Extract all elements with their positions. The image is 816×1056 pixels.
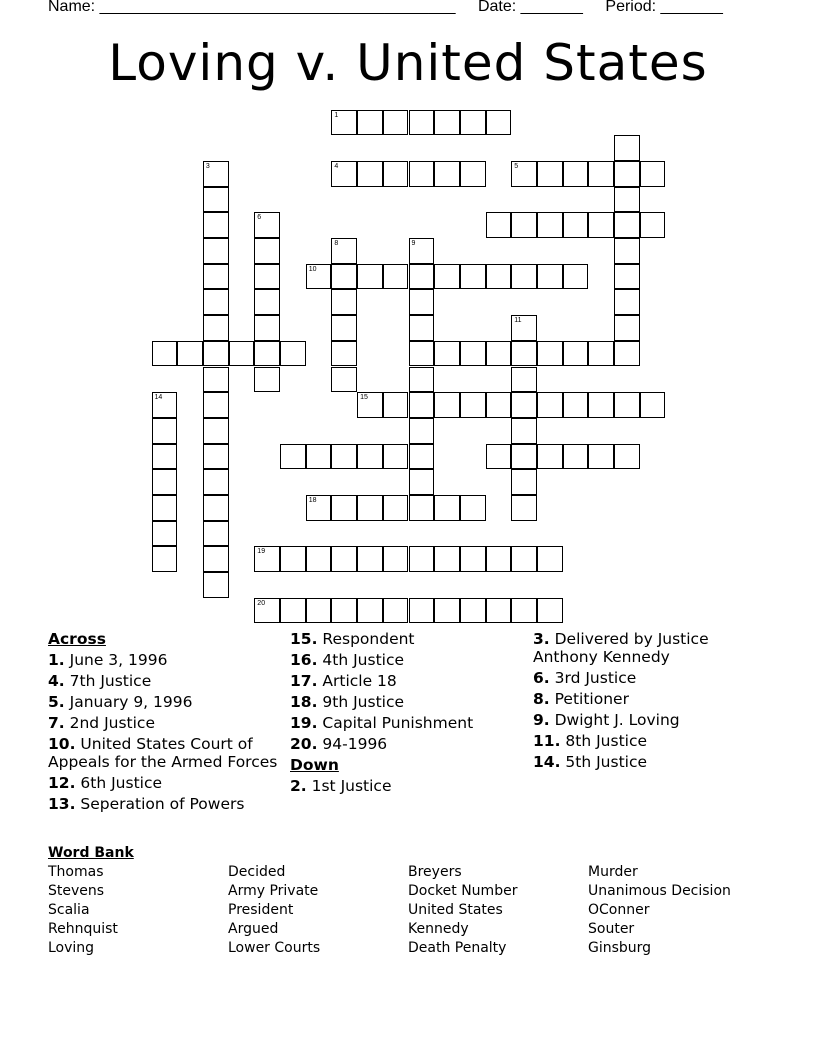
crossword-cell[interactable] <box>614 187 640 213</box>
crossword-cell[interactable] <box>177 341 203 367</box>
crossword-cell[interactable] <box>409 546 435 572</box>
crossword-cell[interactable] <box>614 264 640 290</box>
crossword-cell[interactable] <box>409 264 435 290</box>
crossword-cell[interactable] <box>486 546 512 572</box>
word-bank-item: OConner <box>588 902 650 918</box>
crossword-cell[interactable] <box>511 418 537 444</box>
crossword-cell[interactable] <box>511 264 537 290</box>
clues-column-3 <box>533 630 773 774</box>
crossword-cell[interactable] <box>486 392 512 418</box>
crossword-cell[interactable] <box>640 161 666 187</box>
crossword-cell[interactable] <box>588 392 614 418</box>
down-heading: Down <box>290 756 339 774</box>
crossword-cell[interactable] <box>203 392 229 418</box>
clue-number: 6 <box>257 214 262 222</box>
clue-across-20: 20. 94-1996 <box>290 735 388 753</box>
crossword-cell[interactable] <box>357 392 383 418</box>
crossword-cell[interactable] <box>331 341 357 367</box>
crossword-cell[interactable] <box>486 110 512 136</box>
crossword-cell[interactable] <box>460 392 486 418</box>
crossword-cell[interactable] <box>254 546 280 572</box>
crossword-cell[interactable] <box>331 161 357 187</box>
crossword-cell[interactable] <box>383 546 409 572</box>
crossword-cell[interactable] <box>357 110 383 136</box>
crossword-cell[interactable] <box>203 238 229 264</box>
crossword-cell[interactable] <box>409 469 435 495</box>
crossword-cell[interactable] <box>409 367 435 393</box>
crossword-cell[interactable] <box>409 341 435 367</box>
crossword-cell[interactable] <box>383 161 409 187</box>
crossword-cell[interactable] <box>203 495 229 521</box>
crossword-cell[interactable] <box>203 572 229 598</box>
crossword-cell[interactable] <box>203 546 229 572</box>
word-bank-item: Murder <box>588 864 638 880</box>
crossword-cell[interactable] <box>537 444 563 470</box>
clue-number: 8 <box>334 240 339 247</box>
clue-across-10: 10. United States Court of Appeals for the Armed Forces <box>48 735 278 771</box>
crossword-cell[interactable] <box>203 418 229 444</box>
clue-number: 20 <box>257 599 266 607</box>
crossword-cell[interactable] <box>203 264 229 290</box>
clue-across-12: 12. 6th Justice <box>48 774 163 792</box>
crossword-cell[interactable] <box>331 289 357 315</box>
crossword-cell[interactable] <box>614 161 640 187</box>
crossword-cell[interactable] <box>563 212 589 238</box>
crossword-cell[interactable] <box>357 161 383 187</box>
clue-across-16: 16. 4th Justice <box>290 651 405 669</box>
crossword-cell[interactable] <box>152 521 178 547</box>
crossword-cell[interactable] <box>409 418 435 444</box>
crossword-cell[interactable] <box>614 212 640 238</box>
crossword-cell[interactable] <box>614 238 640 264</box>
name-field[interactable]: Name: ________________________________________ <box>48 0 456 15</box>
crossword-cell[interactable] <box>306 264 332 290</box>
word-bank-item: President <box>228 902 294 918</box>
crossword-cell[interactable] <box>588 212 614 238</box>
crossword-cell[interactable] <box>331 110 357 136</box>
word-bank-item: Souter <box>588 921 635 937</box>
crossword-cell[interactable] <box>434 495 460 521</box>
crossword-cell[interactable] <box>203 469 229 495</box>
crossword-cell[interactable] <box>152 469 178 495</box>
clue-down-3: 3. Delivered by Justice Anthony Kennedy <box>533 630 709 666</box>
crossword-cell[interactable] <box>254 289 280 315</box>
crossword-cell[interactable] <box>460 341 486 367</box>
word-bank-item: Lower Courts <box>228 940 321 956</box>
crossword-cell[interactable] <box>203 315 229 341</box>
crossword-cell[interactable] <box>614 315 640 341</box>
crossword-cell[interactable] <box>383 110 409 136</box>
crossword-cell[interactable] <box>409 110 435 136</box>
clue-down-6: 6. 3rd Justice <box>533 669 637 687</box>
clue-number: 11 <box>514 317 522 325</box>
crossword-cell[interactable] <box>511 392 537 418</box>
crossword-cell[interactable] <box>254 367 280 393</box>
word-bank-item: Breyers <box>408 864 462 880</box>
crossword-cell[interactable] <box>614 392 640 418</box>
crossword-cell[interactable] <box>383 392 409 418</box>
crossword-cell[interactable] <box>588 444 614 470</box>
crossword-cell[interactable] <box>537 546 563 572</box>
crossword-cell[interactable] <box>152 392 178 418</box>
word-bank-item: Unanimous Decision <box>588 883 731 899</box>
clue-down-2: 2. 1st Justice <box>290 777 392 795</box>
word-bank-item: Decided <box>228 864 286 880</box>
crossword-cell[interactable] <box>203 161 229 187</box>
crossword-cell[interactable] <box>434 392 460 418</box>
word-bank-column-3 <box>408 863 517 958</box>
crossword-cell[interactable] <box>537 341 563 367</box>
crossword-cell[interactable] <box>537 212 563 238</box>
crossword-cell[interactable] <box>434 161 460 187</box>
crossword-cell[interactable] <box>409 444 435 470</box>
crossword-cell[interactable] <box>152 546 178 572</box>
crossword-cell[interactable] <box>331 315 357 341</box>
crossword-cell[interactable] <box>460 110 486 136</box>
crossword-cell[interactable] <box>383 495 409 521</box>
word-bank-item: Rehnquist <box>48 921 118 937</box>
crossword-cell[interactable] <box>331 598 357 624</box>
crossword-cell[interactable] <box>409 161 435 187</box>
clue-number: 10 <box>308 265 317 273</box>
crossword-cell[interactable] <box>460 495 486 521</box>
word-bank-item: Stevens <box>48 883 105 899</box>
crossword-cell[interactable] <box>383 264 409 290</box>
crossword-cell[interactable] <box>280 546 306 572</box>
clue-across-4: 4. 7th Justice <box>48 672 152 690</box>
crossword-cell[interactable] <box>331 238 357 264</box>
crossword-cell[interactable] <box>511 161 537 187</box>
crossword-cell[interactable] <box>460 598 486 624</box>
clue-across-5: 5. January 9, 1996 <box>48 693 193 711</box>
clues-column-2 <box>290 630 525 798</box>
word-bank-item: Scalia <box>48 902 90 918</box>
header-line <box>48 0 741 16</box>
crossword-cell[interactable] <box>383 598 409 624</box>
crossword-cell[interactable] <box>511 546 537 572</box>
word-bank-title: Word Bank <box>48 845 134 861</box>
crossword-cell[interactable] <box>460 264 486 290</box>
crossword-cell[interactable] <box>409 392 435 418</box>
clue-number: 5 <box>514 162 519 170</box>
crossword-cell[interactable] <box>588 341 614 367</box>
crossword-cell[interactable] <box>203 289 229 315</box>
crossword-cell[interactable] <box>537 264 563 290</box>
crossword-cell[interactable] <box>511 444 537 470</box>
crossword-cell[interactable] <box>409 238 435 264</box>
word-bank-item: Loving <box>48 940 95 956</box>
crossword-cell[interactable] <box>511 367 537 393</box>
clue-across-15: 15. Respondent <box>290 630 415 648</box>
crossword-cell[interactable] <box>434 546 460 572</box>
crossword-cell[interactable] <box>203 444 229 470</box>
crossword-cell[interactable] <box>331 264 357 290</box>
clue-number: 19 <box>257 548 266 556</box>
crossword-cell[interactable] <box>460 546 486 572</box>
crossword-cell[interactable] <box>614 444 640 470</box>
crossword-cell[interactable] <box>152 341 178 367</box>
word-bank-item: Docket Number <box>408 883 518 899</box>
crossword-cell[interactable] <box>434 341 460 367</box>
crossword-cell[interactable] <box>434 264 460 290</box>
crossword-cell[interactable] <box>486 264 512 290</box>
crossword-cell[interactable] <box>640 212 666 238</box>
crossword-cell[interactable] <box>203 187 229 213</box>
clue-across-19: 19. Capital Punishment <box>290 714 474 732</box>
clue-across-7: 7. 2nd Justice <box>48 714 155 732</box>
crossword-cell[interactable] <box>563 341 589 367</box>
crossword-cell[interactable] <box>203 367 229 393</box>
crossword-cell[interactable] <box>331 367 357 393</box>
word-bank-item: Kennedy <box>408 921 469 937</box>
word-bank-column-4 <box>588 863 731 958</box>
crossword-cell[interactable] <box>306 546 332 572</box>
crossword-cell[interactable] <box>409 495 435 521</box>
crossword-cell[interactable] <box>331 444 357 470</box>
word-bank-item: Ginsburg <box>588 940 652 956</box>
word-bank-item: Army Private <box>228 883 319 899</box>
crossword-cell[interactable] <box>306 444 332 470</box>
crossword-cell[interactable] <box>588 161 614 187</box>
crossword-cell[interactable] <box>640 392 666 418</box>
crossword-cell[interactable] <box>357 444 383 470</box>
crossword-cell[interactable] <box>511 495 537 521</box>
crossword-cell[interactable] <box>511 315 537 341</box>
crossword-cell[interactable] <box>254 212 280 238</box>
clue-number: 3 <box>205 162 210 170</box>
crossword-cell[interactable] <box>152 418 178 444</box>
word-bank-column-1 <box>48 863 118 958</box>
crossword-cell[interactable] <box>331 495 357 521</box>
crossword-cell[interactable] <box>409 289 435 315</box>
clue-across-18: 18. 9th Justice <box>290 693 405 711</box>
crossword-cell[interactable] <box>357 546 383 572</box>
crossword-cell[interactable] <box>254 341 280 367</box>
crossword-cell[interactable] <box>486 598 512 624</box>
crossword-cell[interactable] <box>460 161 486 187</box>
clues-column-1 <box>48 630 280 816</box>
crossword-cell[interactable] <box>511 469 537 495</box>
clue-across-1: 1. June 3, 1996 <box>48 651 168 669</box>
crossword-cell[interactable] <box>511 212 537 238</box>
clue-down-14: 14. 5th Justice <box>533 753 648 771</box>
crossword-cell[interactable] <box>152 444 178 470</box>
crossword-cell[interactable] <box>331 546 357 572</box>
crossword-cell[interactable] <box>254 598 280 624</box>
crossword-cell[interactable] <box>254 264 280 290</box>
crossword-cell[interactable] <box>563 161 589 187</box>
across-heading: Across <box>48 630 106 648</box>
crossword-cell[interactable] <box>357 495 383 521</box>
crossword-cell[interactable] <box>563 444 589 470</box>
crossword-cell[interactable] <box>383 444 409 470</box>
crossword-cell[interactable] <box>537 392 563 418</box>
crossword-cell[interactable] <box>280 598 306 624</box>
crossword-cell[interactable] <box>280 444 306 470</box>
crossword-cell[interactable] <box>409 315 435 341</box>
crossword-cell[interactable] <box>229 341 255 367</box>
crossword-cell[interactable] <box>486 444 512 470</box>
crossword-cell[interactable] <box>563 264 589 290</box>
clue-number: 4 <box>334 162 339 170</box>
clue-down-9: 9. Dwight J. Loving <box>533 711 680 729</box>
crossword-cell[interactable] <box>537 161 563 187</box>
crossword-cell[interactable] <box>537 598 563 624</box>
crossword-cell[interactable] <box>306 495 332 521</box>
word-bank-item: Argued <box>228 921 279 937</box>
clue-number: 14 <box>154 394 163 402</box>
crossword-cell[interactable] <box>280 341 306 367</box>
clue-down-11: 11. 8th Justice <box>533 732 648 750</box>
crossword-cell[interactable] <box>357 264 383 290</box>
crossword-cell[interactable] <box>306 598 332 624</box>
clue-down-8: 8. Petitioner <box>533 690 629 708</box>
word-bank-item: Thomas <box>48 864 104 880</box>
crossword-cell[interactable] <box>563 392 589 418</box>
crossword-cell[interactable] <box>409 598 435 624</box>
clue-number: 1 <box>334 111 339 119</box>
clue-number: 18 <box>308 497 317 504</box>
crossword-cell[interactable] <box>614 135 640 161</box>
clue-across-13: 13. Seperation of Powers <box>48 795 245 813</box>
crossword-cell[interactable] <box>203 212 229 238</box>
word-bank-item: United States <box>408 902 503 918</box>
crossword-cell[interactable] <box>486 212 512 238</box>
crossword-cell[interactable] <box>203 341 229 367</box>
crossword-cell[interactable] <box>254 315 280 341</box>
crossword-cell[interactable] <box>152 495 178 521</box>
word-bank-column-2 <box>228 863 320 958</box>
crossword-cell[interactable] <box>434 598 460 624</box>
page-title: Loving v. United States <box>108 34 708 92</box>
date-field[interactable]: Date: _______ <box>477 0 583 15</box>
crossword-cell[interactable] <box>511 598 537 624</box>
word-bank-item: Death Penalty <box>408 940 507 956</box>
crossword-cell[interactable] <box>614 289 640 315</box>
crossword-cell[interactable] <box>434 110 460 136</box>
period-field[interactable]: Period: _______ <box>605 0 723 15</box>
clue-number: 15 <box>360 394 368 402</box>
crossword-cell[interactable] <box>486 341 512 367</box>
clue-number: 9 <box>411 240 416 247</box>
clue-across-17: 17. Article 18 <box>290 672 397 690</box>
crossword-cell[interactable] <box>511 341 537 367</box>
crossword-cell[interactable] <box>614 341 640 367</box>
crossword-cell[interactable] <box>254 238 280 264</box>
crossword-cell[interactable] <box>203 521 229 547</box>
crossword-cell[interactable] <box>357 598 383 624</box>
